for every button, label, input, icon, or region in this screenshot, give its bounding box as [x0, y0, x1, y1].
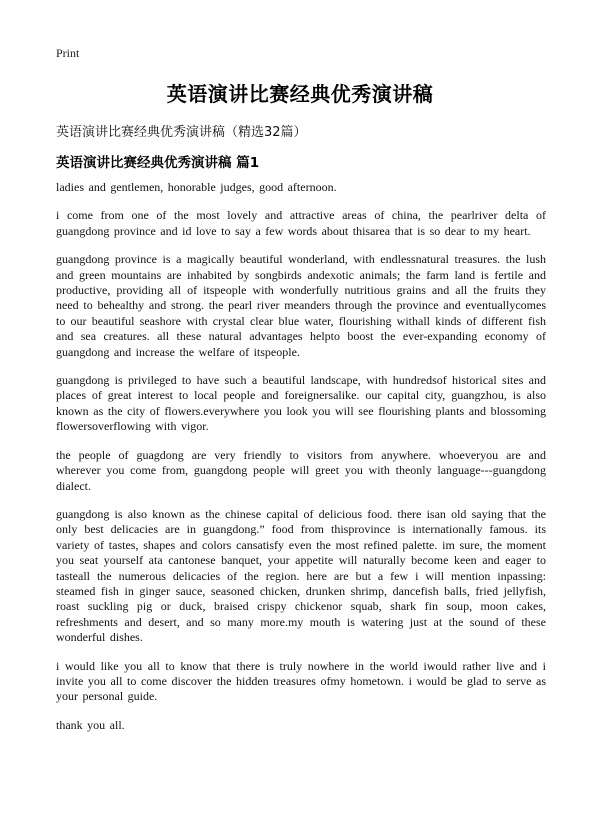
speech-body: [56, 180, 546, 746]
paragraph-people: the people of guagdong are very friendly to visitors from anywhere. whoeveryou are and wherever you come from, guangdong people will greet you with theonly language---guangdong dialect.: [56, 447, 546, 493]
paragraph-greeting: ladies and gentlemen, honorable judges, good afternoon.: [56, 180, 337, 194]
document-subtitle: 英语演讲比赛经典优秀演讲稿（精选32篇）: [56, 125, 307, 140]
paragraph-food: guangdong is also known as the chinese capital of delicious food. there isan old saying that the only best delicacies are in guangdong.” food from thisprovince is internationally famous. its variety of tastes, shapes and colors cansatisfy even the most refined palette. im sure, the moment you seat yourself ata cantonese banquet, your appetite will naturally become keen and eager to tasteall the numerous delicacies of the region. here are but a few i will mention inpassing: steamed fish in ginger sauce, seasoned chicken, drunken shrimp, dancefish balls, fried jellyfish, roast suckling pig or duck, braised crispy chickenor squab, shark fin soup, moon cakes, refreshments and desert, and so many more.my mouth is watering just at the sound of these wonderful dishes.: [56, 506, 546, 645]
print-link[interactable]: Print: [56, 46, 80, 60]
section-heading: 英语演讲比赛经典优秀演讲稿 篇1: [56, 155, 260, 171]
paragraph-nature: guangdong province is a magically beautiful wonderland, with endlessnatural treasures. the lush and green mountains are inhabited by songbirds andexotic animals; the farm land is fertile and productive, providing all of itspeople with wonderfully nutritious grains and all the fruits they need to behealthy and strong. the pearl river meanders through the province and eventuallycomes to our beautiful seashore with crystal clear blue water, flourishing withall kinds of different fish and sea creatures. all these natural advantages helpto boost the ever-expanding economy of guangdong and increase the welfare of itspeople.: [56, 252, 546, 359]
paragraph-landscape: guangdong is privileged to have such a beautiful landscape, with hundredsof historical sites and places of great interest to local people and foreignersalike. our capital city, guangzhou, is also known as the city of flowers.everywhere you look you will see flourishing plants and blossoming flowersoverflowing with vigor.: [56, 373, 546, 434]
document-title: 英语演讲比赛经典优秀演讲稿: [166, 82, 434, 106]
paragraph-introduction: i come from one of the most lovely and attractive areas of china, the pearlriver delta of guangdong province and id love to say a few words about thisarea that is so dear to my heart.: [56, 208, 546, 238]
paragraph-invitation: i would like you all to know that there is truly nowhere in the world iwould rather live and i invite you all to come discover the hidden treasures ofmy hometown. i would be glad to serve as your personal guide.: [56, 658, 546, 704]
paragraph-closing: thank you all.: [56, 717, 125, 732]
